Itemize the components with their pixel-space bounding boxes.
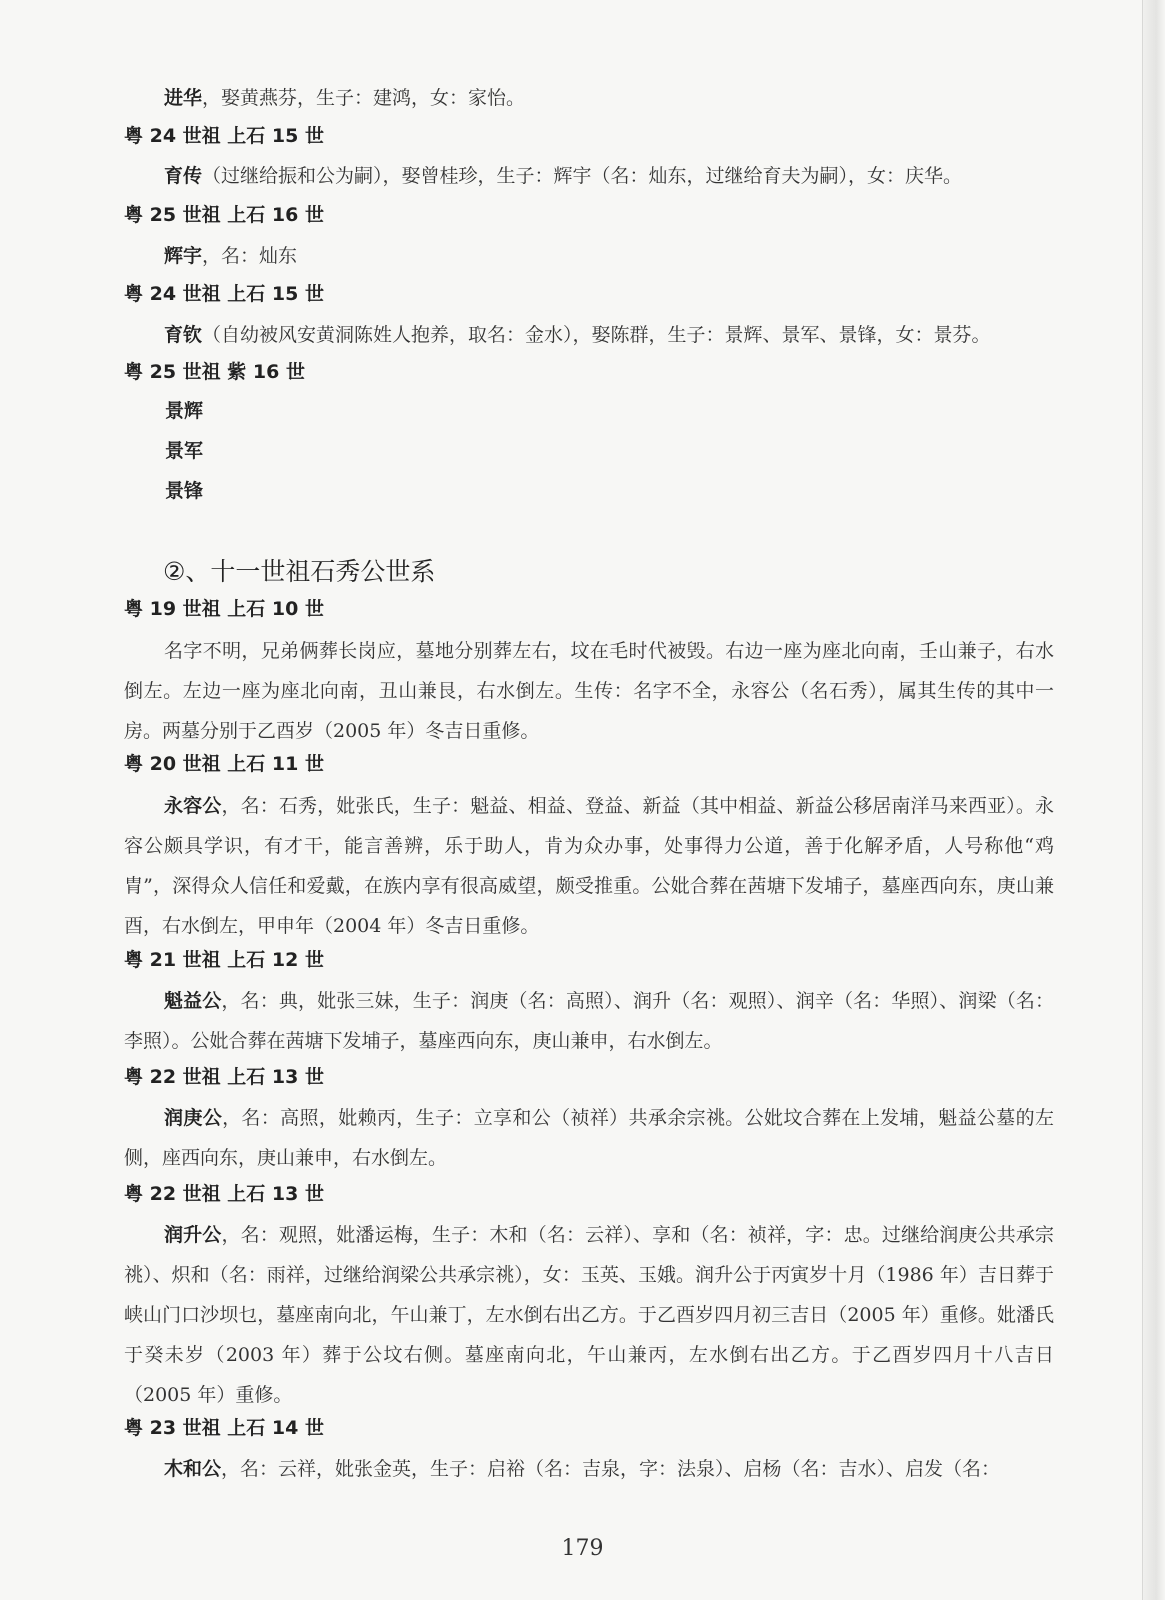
paragraph-yongrong: 永容公，名：石秀，妣张氏，生子：魁益、相益、登益、新益（其中相益、新益公移居南洋马来西亚）。永容公颇具学识，有才干，能言善辨，乐于助人，肯为众办事，处事得力公道，善于化解矛盾，人号称他“鸡胄”，深得众人信任和爱戴，在族内享有很高威望，颇受推重。公妣合葬在茜塘下发埔子，墓座西向东，庚山兼酉，右水倒左，甲申年（2004 年）冬吉日重修。: [124, 795, 1054, 937]
paragraph-rungeng: 润庚公，名：高照，妣赖丙，生子：立享和公（祯祥）共承余宗祧。公妣坟合葬在上发埔，魁益公墓的左侧，座西向东，庚山兼申，右水倒左。: [124, 1107, 1054, 1169]
generation-heading: 粤 24 世祖 上石 15 世: [124, 283, 324, 305]
generation-heading: 粤 22 世祖 上石 13 世: [124, 1066, 324, 1088]
generation-heading: 粤 22 世祖 上石 13 世: [124, 1183, 324, 1205]
paragraph-yuqin: 育钦（自幼被风安黄洞陈姓人抱养，取名：金水），娶陈群，生子：景辉、景军、景锋，女：景芬。: [164, 324, 991, 346]
page-number: 179: [561, 1536, 604, 1561]
generation-heading: 粤 25 世祖 上石 16 世: [124, 204, 324, 226]
generation-heading: 粤 20 世祖 上石 11 世: [124, 753, 324, 775]
generation-heading: 粤 25 世祖 紫 16 世: [124, 361, 305, 383]
paragraph-unknown-ancestors: 名字不明，兄弟俩葬长岗应，墓地分别葬左右，坟在毛时代被毁。右边一座为座北向南，壬山兼子，右水倒左。左边一座为座北向南，丑山兼艮，右水倒左。生传：名字不全，永容公（名石秀），属其生传的其中一房。两墓分别于乙酉岁（2005 年）冬吉日重修。: [124, 640, 1054, 742]
paragraph-muhe: 木和公，名：云祥，妣张金英，生子：启裕（名：吉泉，字：法泉）、启杨（名：吉水）、启发（名：: [164, 1458, 1001, 1480]
paragraph-kuiyi: 魁益公，名：典，妣张三妹，生子：润庚（名：高照）、润升（名：观照）、润辛（名：华照）、润梁（名：李照）。公妣合葬在茜塘下发埔子，墓座西向东，庚山兼申，右水倒左。: [124, 990, 1054, 1052]
child-name: 景辉: [165, 400, 204, 422]
paragraph-runsheng: 润升公，名：观照，妣潘运梅，生子：木和（名：云祥）、享和（名：祯祥，字：忠。过继给润庚公共承宗祧）、炽和（名：雨祥，过继给润梁公共承宗祧），女：玉英、玉娥。润升公于丙寅岁十月（1986 年）吉日葬于峡山门口沙坝乜，墓座南向北，午山兼丁，左水倒右出乙方。于乙酉岁四月初三吉日（2005 年）重修。妣潘氏于癸未岁（2003 年）葬于公坟右侧。墓座南向北，午山兼丙，左水倒右出乙方。于乙酉岁四月十八吉日（2005 年）重修。: [124, 1224, 1054, 1406]
generation-heading: 粤 19 世祖 上石 10 世: [124, 598, 324, 620]
child-name: 景军: [165, 440, 204, 462]
generation-heading: 粤 23 世祖 上石 14 世: [124, 1417, 324, 1439]
paragraph-huiyu: 辉宇，名：灿东: [164, 245, 298, 267]
paragraph-jinhua: 进华，娶黄燕芬，生子：建鸿，女：家怡。: [164, 87, 526, 109]
paragraph-yuchuan: 育传（过继给振和公为嗣），娶曾桂珍，生子：辉宇（名：灿东，过继给育夫为嗣），女：庆华。: [164, 165, 963, 187]
generation-heading: 粤 21 世祖 上石 12 世: [124, 949, 324, 971]
generation-heading: 粤 24 世祖 上石 15 世: [124, 125, 324, 147]
child-name: 景锋: [165, 480, 204, 502]
section-title: ②、十一世祖石秀公世系: [163, 557, 436, 586]
